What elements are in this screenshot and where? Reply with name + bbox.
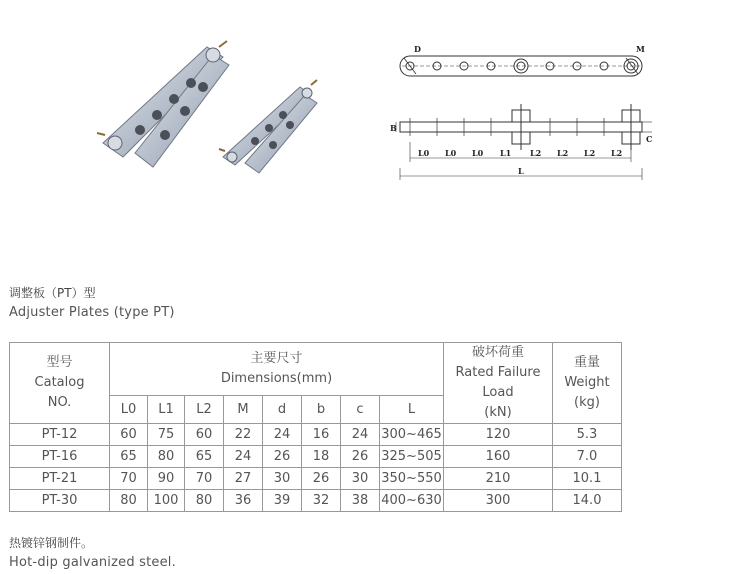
- subheader-b: b: [302, 396, 341, 424]
- cell-dim-l2: 70: [185, 468, 224, 490]
- header-failure-load: 破坏荷重 Rated Failure Load (kN): [444, 343, 553, 424]
- header-weight: 重量 Weight (kg): [553, 343, 622, 424]
- cell-weight: 14.0: [553, 490, 622, 512]
- cell-dim-l: 400~630: [380, 490, 444, 512]
- note-cn: 热镀锌钢制件。: [9, 536, 94, 550]
- cell-dim-b: 18: [302, 446, 341, 468]
- technical-drawing: [390, 38, 655, 183]
- cell-dim-l1: 100: [148, 490, 185, 512]
- label-l0-1: L0: [418, 148, 430, 158]
- table-row: [10, 424, 622, 446]
- subheader-l1: L1: [148, 396, 185, 424]
- note-en: Hot-dip galvanized steel.: [9, 555, 176, 570]
- cell-dim-l2: 80: [185, 490, 224, 512]
- cell-weight: 10.1: [553, 468, 622, 490]
- header-catalog: 型号 Catalog NO.: [10, 343, 110, 424]
- cell-weight: 5.3: [553, 424, 622, 446]
- label-m: M: [636, 44, 645, 54]
- table-row: [10, 446, 622, 468]
- label-d: D: [414, 44, 421, 54]
- subheader-c: c: [341, 396, 380, 424]
- cell-dim-b: 32: [302, 490, 341, 512]
- subheader-l0: L0: [110, 396, 148, 424]
- subheader-d: d: [263, 396, 302, 424]
- label-c: C: [646, 134, 653, 144]
- cell-dim-m: 36: [224, 490, 263, 512]
- cell-dim-c: 38: [341, 490, 380, 512]
- cell-dim-c: 26: [341, 446, 380, 468]
- subheader-m: M: [224, 396, 263, 424]
- label-l2-4: L2: [611, 148, 623, 158]
- table-row: [10, 468, 622, 490]
- label-l1: L1: [500, 148, 512, 158]
- cell-dim-m: 24: [224, 446, 263, 468]
- cell-dim-l1: 80: [148, 446, 185, 468]
- spec-table: [9, 342, 622, 512]
- cell-dim-c: 30: [341, 468, 380, 490]
- cell-dim-l1: 90: [148, 468, 185, 490]
- label-l: L: [518, 166, 524, 176]
- table-row: [10, 490, 622, 512]
- cell-catalog: PT-30: [10, 490, 110, 512]
- product-photo: [95, 35, 335, 180]
- cell-catalog: PT-16: [10, 446, 110, 468]
- cell-load: 120: [444, 424, 553, 446]
- cell-dim-l: 325~505: [380, 446, 444, 468]
- cell-load: 210: [444, 468, 553, 490]
- cell-dim-d: 24: [263, 424, 302, 446]
- cell-dim-l: 300~465: [380, 424, 444, 446]
- subheader-l: L: [380, 396, 444, 424]
- cell-dim-l0: 80: [110, 490, 148, 512]
- table-body: [10, 424, 622, 512]
- cell-dim-m: 27: [224, 468, 263, 490]
- title-cn: 调整板（PT）型: [9, 286, 96, 300]
- cell-dim-l1: 75: [148, 424, 185, 446]
- label-l2-1: L2: [530, 148, 542, 158]
- label-l0-2: L0: [445, 148, 457, 158]
- title-en: Adjuster Plates (type PT): [9, 305, 175, 320]
- cell-dim-l0: 60: [110, 424, 148, 446]
- cell-dim-d: 39: [263, 490, 302, 512]
- label-b: B: [390, 123, 397, 133]
- cell-dim-l0: 70: [110, 468, 148, 490]
- cell-dim-l: 350~550: [380, 468, 444, 490]
- label-l0-3: L0: [472, 148, 484, 158]
- cell-dim-b: 26: [302, 468, 341, 490]
- cell-load: 300: [444, 490, 553, 512]
- cell-catalog: PT-21: [10, 468, 110, 490]
- subheader-l2: L2: [185, 396, 224, 424]
- cell-catalog: PT-12: [10, 424, 110, 446]
- cell-dim-d: 30: [263, 468, 302, 490]
- cell-dim-c: 24: [341, 424, 380, 446]
- cell-dim-l0: 65: [110, 446, 148, 468]
- cell-dim-d: 26: [263, 446, 302, 468]
- cell-dim-l2: 60: [185, 424, 224, 446]
- cell-load: 160: [444, 446, 553, 468]
- cell-weight: 7.0: [553, 446, 622, 468]
- label-l2-3: L2: [584, 148, 596, 158]
- cell-dim-l2: 65: [185, 446, 224, 468]
- cell-dim-b: 16: [302, 424, 341, 446]
- cell-dim-m: 22: [224, 424, 263, 446]
- header-dimensions: 主要尺寸 Dimensions(mm): [110, 343, 444, 396]
- label-l2-2: L2: [557, 148, 569, 158]
